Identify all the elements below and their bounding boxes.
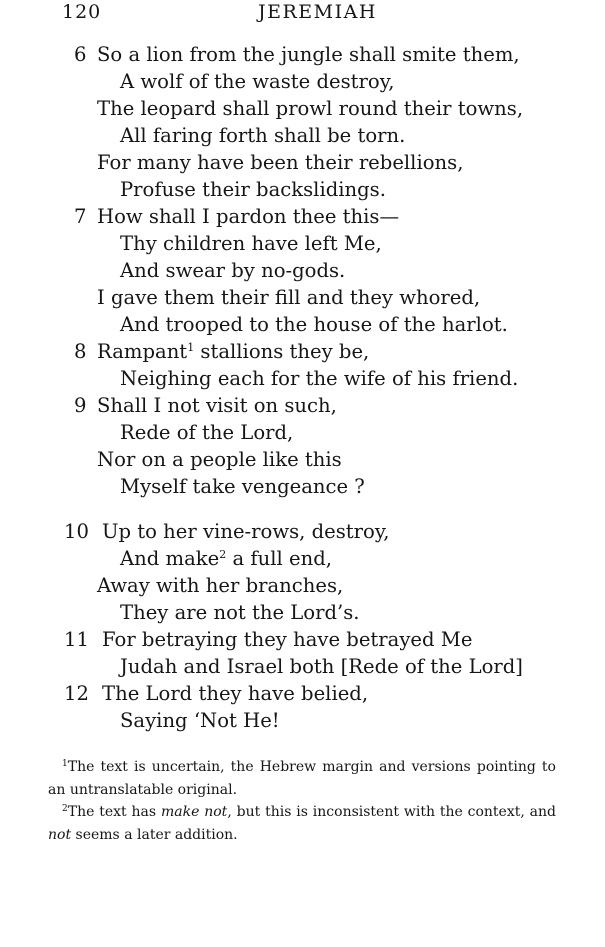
footnotes	[0, 756, 605, 846]
verse-number: 7	[74, 205, 87, 228]
poem-line	[0, 68, 605, 95]
poem-line	[0, 311, 605, 338]
poem-line	[0, 149, 605, 176]
line-text: And swear by no-gods.	[120, 259, 346, 282]
verse-number: 11	[64, 628, 89, 651]
poem-line	[0, 626, 605, 653]
poem-line	[0, 707, 605, 734]
poem-line	[0, 338, 605, 365]
poem-line	[0, 176, 605, 203]
poem-line	[0, 572, 605, 599]
page-number: 120	[62, 1, 102, 23]
footnote-mark: 2	[62, 804, 68, 814]
line-text: All faring forth shall be torn.	[120, 124, 406, 147]
poem-line	[0, 392, 605, 419]
verse-number: 6	[74, 43, 87, 66]
poem-line	[0, 284, 605, 311]
line-text: Neighing each for the wife of his friend.	[120, 367, 519, 390]
line-text: So a lion from the jungle shall smite them,	[97, 43, 520, 66]
line-text: Rampant$^1$ stallions they be,	[97, 340, 370, 363]
line-text: Profuse their backslidings.	[120, 178, 386, 201]
line-text: Nor on a people like this	[97, 448, 342, 471]
verse-number: 10	[64, 520, 89, 543]
verse-number: 9	[74, 394, 87, 417]
line-text: For many have been their rebellions,	[97, 151, 464, 174]
line-text: Up to her vine-rows, destroy,	[102, 520, 390, 543]
line-text: I gave them their fill and they whored,	[97, 286, 481, 309]
line-text: And trooped to the house of the harlot.	[120, 313, 508, 336]
line-text: Rede of the Lord,	[120, 421, 294, 444]
line-text: Shall I not visit on such,	[97, 394, 337, 417]
poem-line	[0, 203, 605, 230]
verse-number: 8	[74, 340, 87, 363]
poem-line	[0, 365, 605, 392]
line-text: Saying ‘Not He!	[120, 709, 280, 732]
line-text: Judah and Israel both [Rede of the Lord]	[120, 655, 523, 678]
line-text: Myself take vengeance ?	[120, 475, 365, 498]
poem-line	[0, 41, 605, 68]
poem-line	[0, 122, 605, 149]
poem-line	[0, 653, 605, 680]
poem-line	[0, 473, 605, 500]
footnote: $^2$The text has make not, but this is inconsistent with the context, and not seems a later addition.	[48, 804, 556, 843]
poem-line	[0, 599, 605, 626]
footnote-mark: 1	[62, 759, 68, 769]
poem-line	[0, 257, 605, 284]
footnote-ref: 1	[187, 341, 195, 354]
running-header	[0, 0, 605, 26]
stanza-gap	[0, 500, 605, 518]
line-text: Away with her branches,	[97, 574, 344, 597]
line-text: Thy children have left Me,	[120, 232, 382, 255]
footnote: $^1$The text is uncertain, the Hebrew margin and versions pointing to an untranslatable original.	[48, 759, 556, 798]
line-text: The leopard shall prowl round their towns,	[97, 97, 524, 120]
poem-line	[0, 419, 605, 446]
verse-number: 12	[64, 682, 89, 705]
poem-line	[0, 95, 605, 122]
line-text: A wolf of the waste destroy,	[120, 70, 395, 93]
line-text: For betraying they have betrayed Me	[102, 628, 473, 651]
running-title: JEREMIAH	[258, 1, 377, 23]
poem-line	[0, 518, 605, 545]
footnote-ref: 2	[219, 548, 227, 561]
poem-body	[0, 41, 605, 734]
poem-line	[0, 230, 605, 257]
poem-line	[0, 545, 605, 572]
poem-line	[0, 680, 605, 707]
line-text: And make$^2$ a full end,	[120, 547, 333, 570]
line-text: The Lord they have belied,	[102, 682, 369, 705]
line-text: They are not the Lord’s.	[120, 601, 360, 624]
line-text: How shall I pardon thee this—	[97, 205, 400, 228]
poem-line	[0, 446, 605, 473]
